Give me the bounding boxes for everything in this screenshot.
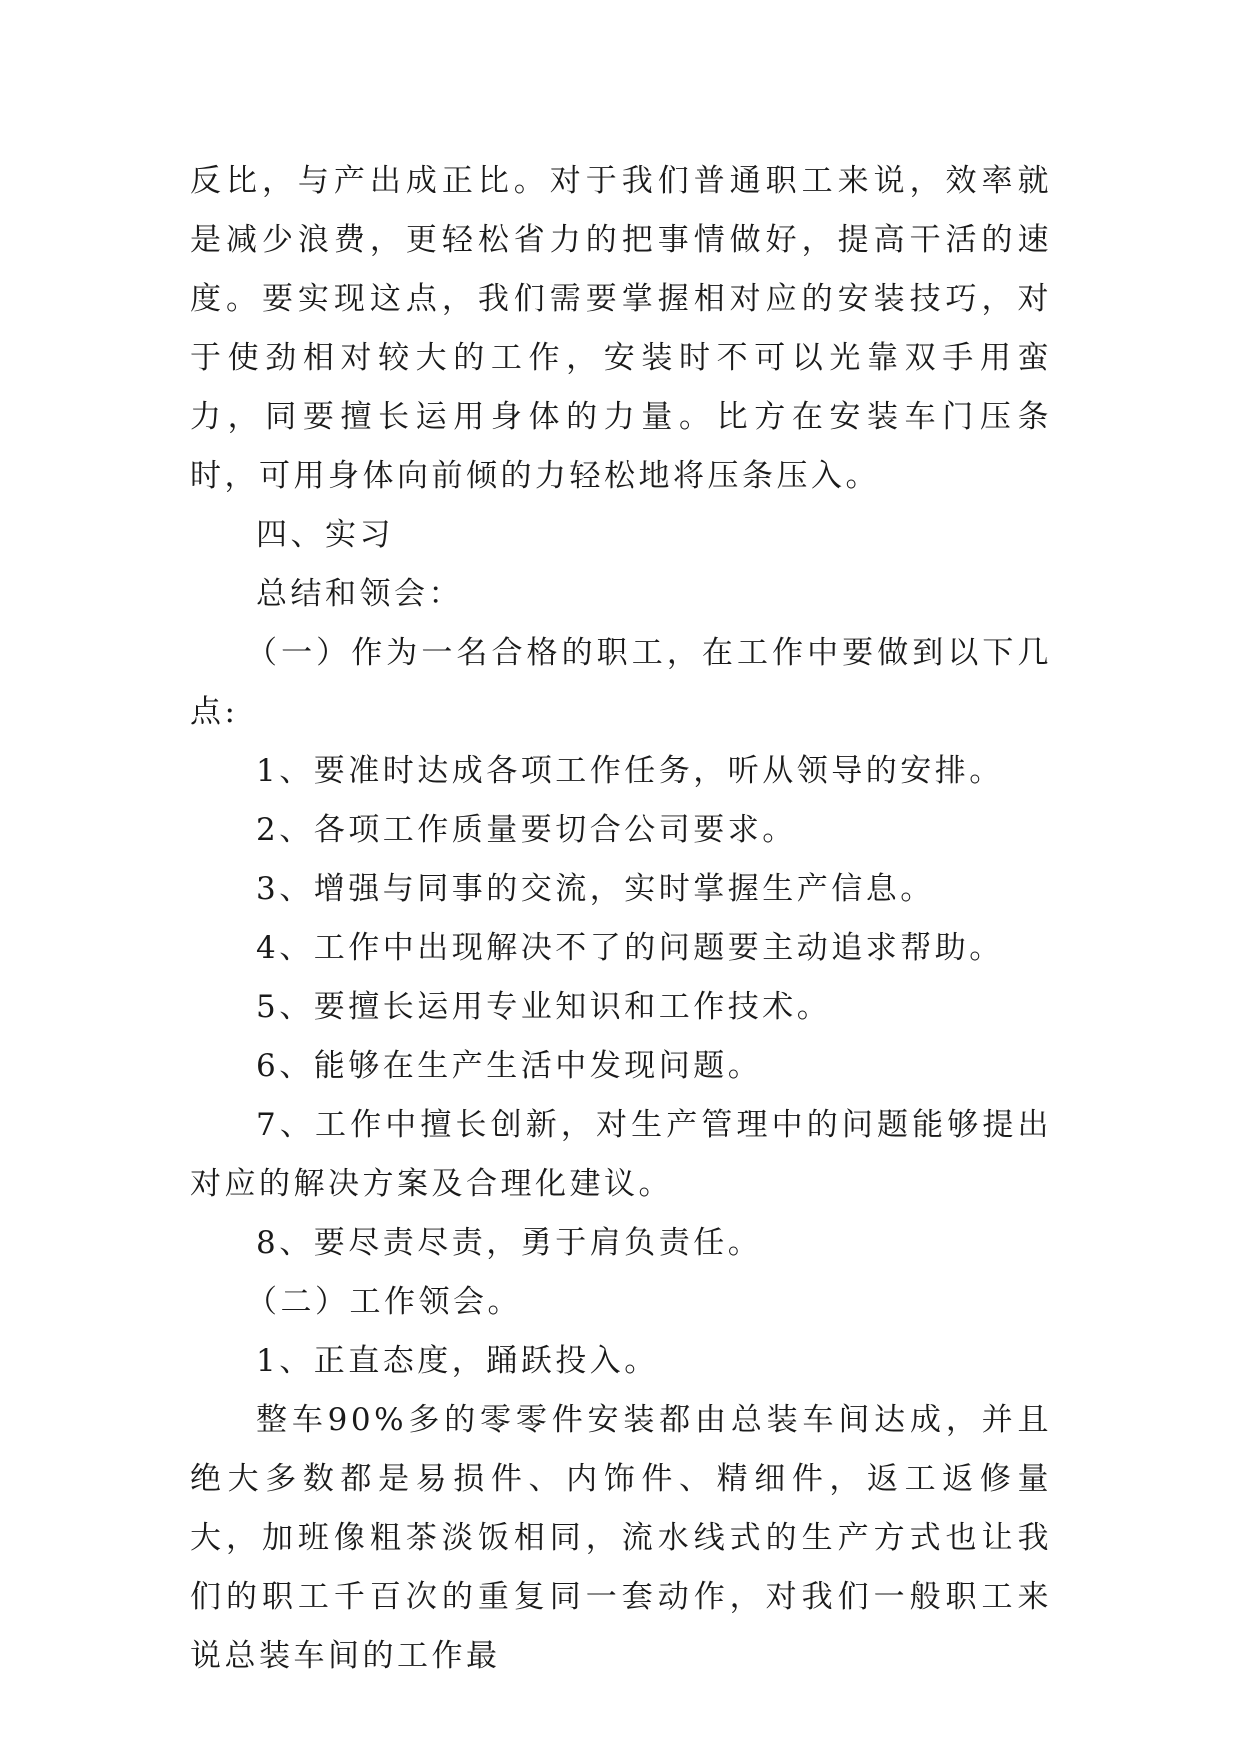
list-item: 3、增强与同事的交流，实时掌握生产信息。 [256, 871, 935, 907]
section-heading-internship: 四、实习 [256, 517, 394, 553]
subheading-summary: 总结和领会： [256, 576, 463, 612]
paragraph-assembly-workshop: 整车90%多的零零件安装都由总装车间达成，并且绝大多数都是易损件、内饰件、精细件，返工返修量大，加班像粗茶淡饭相同，流水线式的生产方式也让我们的职工千百次的重复同一套动作，对我们一般职工来说总装车间的工作最 [190, 1402, 1052, 1674]
subheading-work-insights: （二）工作领会。 [246, 1284, 522, 1320]
list-item: 2、各项工作质量要切合公司要求。 [256, 812, 797, 848]
list-item: 7、工作中擅长创新，对生产管理中的问题能够提出对应的解决方案及合理化建议。 [190, 1107, 1052, 1202]
list-item: 8、要尽责尽责，勇于肩负责任。 [256, 1225, 763, 1261]
document-body [190, 152, 1052, 1686]
list-item: 5、要擅长运用专业知识和工作技术。 [256, 989, 832, 1025]
list-item: 1、要准时达成各项工作任务，听从领导的安排。 [256, 753, 1004, 789]
list-item: 6、能够在生产生活中发现问题。 [256, 1048, 763, 1084]
list-item: 4、工作中出现解决不了的问题要主动追求帮助。 [256, 930, 1004, 966]
list-item: 1、正直态度，踊跃投入。 [256, 1343, 659, 1379]
subheading-qualified-employee: （一）作为一名合格的职工，在工作中要做到以下几点: [190, 635, 1052, 730]
paragraph-efficiency: 反比，与产出成正比。对于我们普通职工来说，效率就是减少浪费，更轻松省力的把事情做好，提高干活的速度。要实现这点，我们需要掌握相对应的安装技巧，对于使劲相对较大的工作，安装时不可以光靠双手用蛮力，同要擅长运用身体的力量。比方在安装车门压条时，可用身体向前倾的力轻松地将压条压入。 [190, 163, 1052, 494]
